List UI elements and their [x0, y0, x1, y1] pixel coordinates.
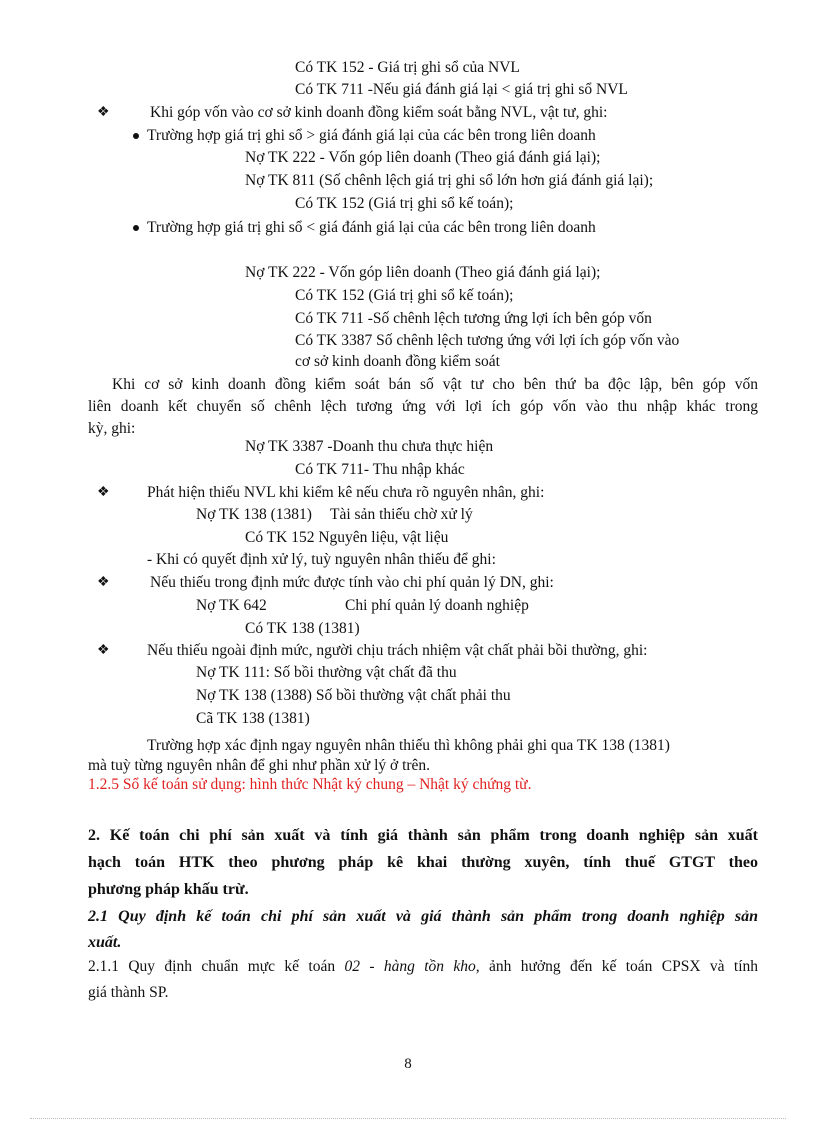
entry-line: Có TK 152 Nguyên liệu, vật liệu	[245, 529, 449, 546]
entry-line: Có TK 152 (Giá trị ghi sổ kế toán);	[295, 195, 514, 212]
subsection-heading: xuất.	[88, 934, 122, 951]
entry-line: Tài sản thiếu chờ xử lý	[330, 506, 473, 523]
entry-line: Nợ TK 642	[196, 597, 267, 614]
section-heading: phương pháp khấu trừ.	[88, 881, 249, 898]
section-heading-red: 1.2.5 Sổ kế toán sử dụng: hình thức Nhật ký chung – Nhật ký chứng từ.	[88, 776, 532, 793]
bullet-text: Nếu thiếu trong định mức được tính vào chi phí quản lý DN, ghi:	[150, 574, 554, 591]
section-heading: 2. Kế toán chi phí sản xuất và tính giá thành sản phẩm trong doanh nghiệp sản xuất	[88, 827, 758, 844]
paragraph-italic-text: 02 - hàng tồn kho,	[344, 958, 480, 975]
entry-line: Có TK 152 - Giá trị ghi sổ của NVL	[295, 59, 520, 76]
paragraph-line: mà tuỳ từng nguyên nhân để ghi như phần xử lý ở trên.	[88, 757, 431, 774]
bullet-text: Trường hợp giá trị ghi sổ > giá đánh giá lại của các bên trong liên doanh	[147, 127, 596, 144]
bullet-text: Trường hợp giá trị ghi sổ < giá đánh giá lại của các bên trong liên doanh	[147, 219, 596, 236]
entry-line: Có TK 711- Thu nhập khác	[295, 461, 465, 478]
entry-line: Nợ TK 138 (1381)	[196, 506, 312, 523]
entry-line: cơ sở kinh doanh đồng kiểm soát	[295, 353, 500, 370]
paragraph-text: 2.1.1 Quy định chuẩn mực kế toán	[88, 958, 345, 975]
paragraph-line: Trường hợp xác định ngay nguyên nhân thiếu thì không phải ghi qua TK 138 (1381)	[147, 737, 670, 754]
paragraph-line: giá thành SP.	[88, 984, 169, 1001]
page-bottom-divider	[30, 1118, 786, 1119]
bullet-text: Khi góp vốn vào cơ sở kinh doanh đồng kiểm soát bằng NVL, vật tư, ghi:	[150, 104, 608, 121]
entry-line: Cã TK 138 (1381)	[196, 710, 310, 727]
diamond-bullet-icon: ❖	[97, 643, 110, 658]
paragraph-line	[88, 956, 758, 978]
subsection-heading: 2.1 Quy định kế toán chi phí sản xuất và giá thành sản phẩm trong doanh nghiệp sản	[88, 908, 758, 925]
entry-line: Nợ TK 138 (1388) Số bồi thường vật chất phải thu	[196, 687, 511, 704]
entry-line: Nợ TK 811 (Số chênh lệch giá trị ghi sổ lớn hơn giá đánh giá lại);	[245, 172, 654, 189]
page-number: 8	[404, 1056, 412, 1072]
entry-line: Nợ TK 111: Số bồi thường vật chất đã thu	[196, 664, 457, 681]
entry-line: Nợ TK 222 - Vốn góp liên doanh (Theo giá đánh giá lại);	[245, 264, 601, 281]
round-bullet-icon	[133, 133, 139, 139]
section-heading: hạch toán HTK theo phương pháp kê khai thường xuyên, tính thuế GTGT theo	[88, 854, 758, 871]
entry-line: Chi phí quản lý doanh nghiệp	[345, 597, 529, 614]
bullet-text: Phát hiện thiếu NVL khi kiểm kê nếu chưa rõ nguyên nhân, ghi:	[147, 484, 545, 501]
entry-line: Có TK 711 -Số chênh lệch tương ứng lợi ích bên góp vốn	[295, 310, 652, 327]
entry-line: Có TK 152 (Giá trị ghi sổ kế toán);	[295, 287, 514, 304]
entry-line: Có TK 3387 Số chênh lệch tương ứng với lợi ích góp vốn vào	[295, 332, 680, 349]
paragraph-line: Khi cơ sở kinh doanh đồng kiểm soát bán số vật tư cho bên thứ ba độc lập, bên góp vốn	[112, 376, 758, 393]
paragraph-line: kỳ, ghi:	[88, 420, 136, 437]
paragraph-line: liên doanh kết chuyển số chênh lệch tương ứng với lợi ích góp vốn vào thu nhập khác trong	[88, 398, 758, 415]
entry-line: - Khi có quyết định xử lý, tuỳ nguyên nhân thiếu để ghi:	[147, 551, 496, 568]
diamond-bullet-icon: ❖	[97, 105, 110, 120]
diamond-bullet-icon: ❖	[97, 485, 110, 500]
entry-line: Nợ TK 3387 -Doanh thu chưa thực hiện	[245, 438, 494, 455]
bullet-text: Nếu thiếu ngoài định mức, người chịu trách nhiệm vật chất phải bồi thường, ghi:	[147, 642, 648, 659]
entry-line: Có TK 711 -Nếu giá đánh giá lại < giá trị ghi sổ NVL	[295, 81, 628, 98]
entry-line: Có TK 138 (1381)	[245, 620, 360, 637]
entry-line: Nợ TK 222 - Vốn góp liên doanh (Theo giá đánh giá lại);	[245, 149, 601, 166]
paragraph-text: ảnh hưởng đến kế toán CPSX và tính	[479, 958, 759, 975]
diamond-bullet-icon: ❖	[97, 575, 110, 590]
round-bullet-icon	[133, 225, 139, 231]
